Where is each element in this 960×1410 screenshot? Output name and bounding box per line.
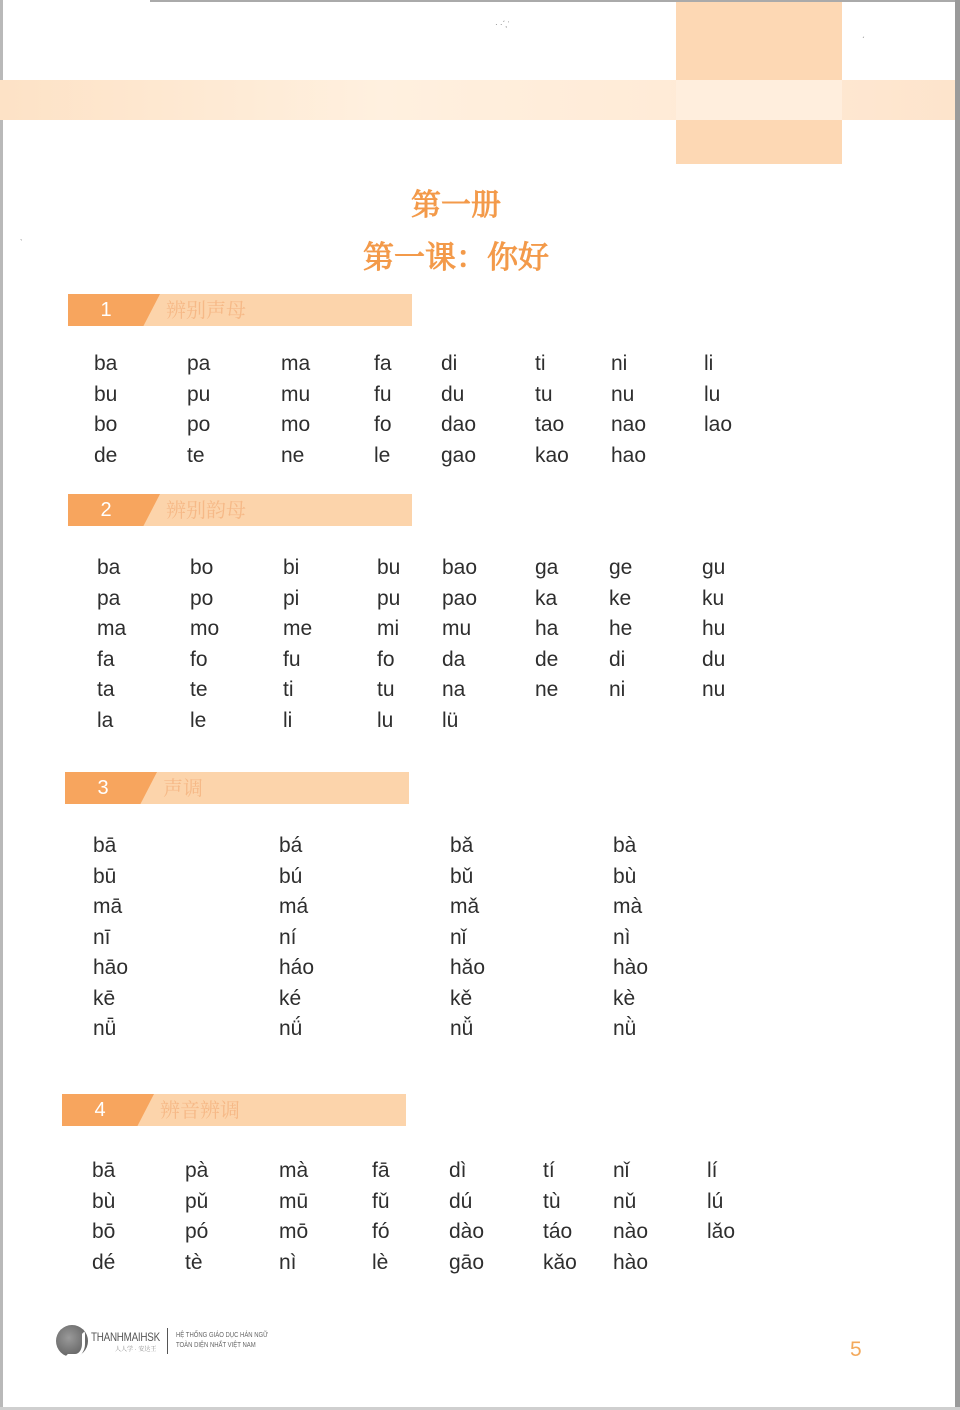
pinyin-syllable: má	[279, 895, 309, 918]
pinyin-syllable: nǔ	[613, 1189, 637, 1213]
brand-name: THANHMAIHSK	[91, 1329, 160, 1344]
pinyin-syllable: fo	[190, 647, 208, 671]
pinyin-syllable: gāo	[449, 1250, 485, 1274]
footer-divider	[167, 1328, 168, 1354]
pinyin-syllable: ba	[94, 352, 118, 375]
pinyin-syllable: ka	[535, 586, 558, 610]
pinyin-syllable: nǐ	[613, 1159, 630, 1182]
pinyin-syllable: nì	[613, 925, 631, 949]
pinyin-syllable: fó	[372, 1220, 390, 1243]
pinyin-syllable: ni	[609, 678, 626, 701]
pinyin-syllable: fu	[374, 382, 392, 406]
section-header-3	[65, 772, 409, 804]
pinyin-syllable: dao	[441, 413, 477, 436]
pinyin-syllable: fo	[377, 647, 395, 671]
pinyin-syllable: he	[609, 617, 633, 640]
pinyin-syllable: tao	[535, 413, 565, 436]
scan-speck: ˊ	[862, 36, 865, 45]
page-edge-right	[955, 0, 960, 1410]
pinyin-syllable: lǎo	[707, 1220, 736, 1243]
lesson-title: 第一课：你好	[363, 240, 549, 276]
pinyin-syllable: mà	[279, 1159, 309, 1182]
pinyin-syllable: fa	[374, 352, 392, 375]
pinyin-syllable: háo	[279, 956, 315, 979]
pinyin-syllable: tu	[377, 678, 395, 701]
pinyin-syllable: bā	[92, 1159, 116, 1182]
pinyin-syllable: hu	[702, 617, 726, 640]
pinyin-syllable: mu	[442, 617, 472, 640]
pinyin-syllable: ba	[97, 556, 121, 579]
footer-logo	[56, 1324, 285, 1358]
section-header-2	[68, 494, 412, 526]
pinyin-syllable: po	[187, 413, 211, 436]
pinyin-syllable: dé	[92, 1250, 116, 1274]
pinyin-syllable: ma	[97, 617, 127, 640]
pinyin-syllable: ha	[535, 617, 559, 640]
pinyin-syllable: me	[283, 617, 313, 640]
pinyin-syllable: fa	[97, 647, 115, 671]
pinyin-syllable: pa	[187, 352, 211, 375]
pinyin-syllable: ti	[283, 678, 294, 701]
pinyin-syllable: táo	[543, 1220, 573, 1243]
pinyin-syllable: nào	[613, 1220, 649, 1243]
pinyin-syllable: nao	[611, 413, 647, 436]
pinyin-syllable: la	[97, 708, 114, 732]
pinyin-syllable: pa	[97, 586, 121, 610]
pinyin-syllable: mu	[281, 382, 311, 406]
pinyin-syllable: po	[190, 586, 214, 610]
pinyin-syllable: da	[442, 647, 466, 671]
pinyin-syllable: mi	[377, 617, 400, 640]
section-number: 3	[97, 777, 109, 799]
pinyin-syllable: hāo	[93, 956, 129, 979]
pinyin-syllable: di	[609, 647, 626, 671]
section-title: 声调	[163, 776, 203, 800]
pinyin-syllable: bo	[94, 413, 118, 436]
pinyin-syllable: ku	[702, 586, 725, 610]
pinyin-syllable: lü	[442, 708, 459, 732]
pinyin-syllable: bà	[613, 834, 637, 857]
pinyin-syllable: bu	[94, 382, 118, 406]
pinyin-syllable: dú	[449, 1189, 473, 1213]
pinyin-syllable: kè	[613, 986, 636, 1010]
pinyin-syllable: pǔ	[185, 1189, 209, 1213]
pinyin-syllable: du	[702, 647, 726, 671]
pinyin-syllable: mo	[190, 617, 220, 640]
pinyin-syllable: lè	[372, 1250, 389, 1274]
pinyin-syllable: bo	[190, 556, 214, 579]
pinyin-syllable: li	[704, 352, 714, 375]
section-header-1	[68, 294, 412, 326]
pinyin-syllable: nì	[279, 1250, 297, 1274]
pinyin-syllable: de	[535, 647, 559, 671]
page-number: 5	[850, 1338, 862, 1361]
pinyin-syllable: di	[441, 352, 458, 375]
section-title: 辨音辨调	[160, 1098, 240, 1122]
pinyin-syllable: lu	[377, 708, 394, 732]
pinyin-syllable: nǜ	[613, 1017, 637, 1040]
pinyin-syllable: na	[442, 678, 466, 701]
pinyin-syllable: ní	[279, 925, 297, 949]
pinyin-syllable: dào	[449, 1220, 485, 1243]
pinyin-syllable: bā	[93, 834, 117, 857]
brand-tagline	[176, 1331, 268, 1351]
pinyin-syllable: nǘ	[279, 1017, 303, 1040]
pinyin-syllable: ga	[535, 556, 559, 579]
pinyin-syllable: fu	[283, 647, 301, 671]
pinyin-syllable: ti	[535, 352, 546, 375]
pinyin-syllable: pi	[283, 586, 300, 610]
pinyin-syllable: ge	[609, 556, 633, 579]
pinyin-syllable: lú	[707, 1189, 724, 1213]
decorative-block-overlap	[676, 80, 842, 120]
pinyin-syllable: nǐ	[450, 925, 467, 949]
pinyin-syllable: pó	[185, 1220, 209, 1243]
pinyin-syllable: kao	[535, 443, 569, 467]
pinyin-syllable: mō	[279, 1220, 309, 1243]
pinyin-syllable: mū	[279, 1189, 309, 1213]
pinyin-syllable: fǔ	[372, 1189, 390, 1213]
pinyin-syllable: te	[190, 678, 208, 701]
pinyin-syllable: kē	[93, 986, 116, 1010]
tagline-line-1: HỆ THỐNG GIÁO DỤC HÁN NGỮ	[176, 1332, 269, 1339]
pinyin-syllable: de	[94, 443, 118, 467]
pinyin-syllable: bao	[442, 556, 478, 579]
section-number: 2	[100, 499, 112, 521]
pinyin-syllable: lao	[704, 413, 733, 436]
scan-speck: · ·ˊ‚ˈ	[495, 20, 510, 29]
pinyin-syllable: bá	[279, 834, 303, 857]
pinyin-syllable: pu	[377, 586, 401, 610]
pinyin-syllable: fo	[374, 413, 392, 436]
brand-logo-icon	[56, 1325, 88, 1357]
section-title: 辨别声母	[166, 298, 246, 322]
pinyin-syllable: du	[441, 382, 465, 406]
pinyin-syllable: ké	[279, 986, 302, 1010]
pinyin-syllable: li	[283, 708, 293, 732]
pinyin-syllable: mo	[281, 413, 311, 436]
pinyin-syllable: tè	[185, 1250, 203, 1274]
pinyin-syllable: gu	[702, 556, 726, 579]
pinyin-syllable: pà	[185, 1159, 209, 1182]
section-number: 4	[94, 1099, 106, 1121]
pinyin-syllable: mà	[613, 895, 643, 918]
scan-speck: ˎ	[20, 232, 23, 241]
tagline-line-2: TOÀN DIỆN NHẤT VIỆT NAM	[176, 1342, 256, 1349]
pinyin-syllable: bǎ	[450, 834, 474, 857]
pinyin-syllable: dì	[449, 1159, 467, 1182]
pinyin-syllable: ma	[281, 352, 311, 375]
pinyin-syllable: kǎo	[543, 1250, 577, 1274]
pinyin-syllable: ni	[611, 352, 628, 375]
pinyin-syllable: lí	[707, 1159, 718, 1182]
pinyin-syllable: bū	[93, 864, 117, 888]
pinyin-syllable: bú	[279, 864, 303, 888]
pinyin-syllable: nǚ	[450, 1017, 474, 1040]
pinyin-syllable: lu	[704, 382, 721, 406]
pinyin-syllable: pu	[187, 382, 211, 406]
pinyin-syllable: ke	[609, 586, 632, 610]
section-title: 辨别韵母	[166, 498, 246, 522]
pinyin-syllable: nu	[702, 678, 726, 701]
volume-title: 第一册	[411, 188, 501, 223]
pinyin-syllable: mǎ	[450, 895, 480, 918]
pinyin-syllable: nī	[93, 925, 111, 949]
pinyin-syllable: le	[374, 443, 391, 467]
pinyin-syllable: ne	[535, 678, 559, 701]
pinyin-syllable: pao	[442, 586, 478, 610]
pinyin-syllable: hao	[611, 443, 647, 467]
pinyin-syllable: mā	[93, 895, 123, 918]
pinyin-syllable: le	[190, 708, 207, 732]
pinyin-syllable: tu	[535, 382, 553, 406]
pinyin-syllable: fā	[372, 1159, 390, 1182]
pinyin-syllable: ta	[97, 678, 115, 701]
pinyin-syllable: bō	[92, 1220, 116, 1243]
pinyin-syllable: kě	[450, 986, 473, 1010]
brand-subtitle: 人人学 · 安达王	[115, 1346, 157, 1353]
pinyin-syllable: bù	[613, 864, 637, 888]
brand-wordmark	[91, 1330, 175, 1353]
pinyin-syllable: ne	[281, 443, 305, 467]
pinyin-syllable: gao	[441, 443, 477, 467]
pinyin-syllable: bù	[92, 1189, 116, 1213]
section-header-4	[62, 1094, 406, 1126]
pinyin-syllable: nǖ	[93, 1017, 117, 1040]
pinyin-syllable: hǎo	[450, 956, 486, 979]
pinyin-syllable: tí	[543, 1159, 555, 1182]
pinyin-syllable: te	[187, 443, 205, 467]
section-number: 1	[100, 299, 112, 321]
pinyin-syllable: bu	[377, 556, 401, 579]
pinyin-syllable: tù	[543, 1189, 561, 1213]
pinyin-syllable: hào	[613, 956, 649, 979]
pinyin-syllable: nu	[611, 382, 635, 406]
pinyin-syllable: bi	[283, 556, 300, 579]
pinyin-syllable: bǔ	[450, 864, 474, 888]
pinyin-syllable: hào	[613, 1250, 649, 1274]
